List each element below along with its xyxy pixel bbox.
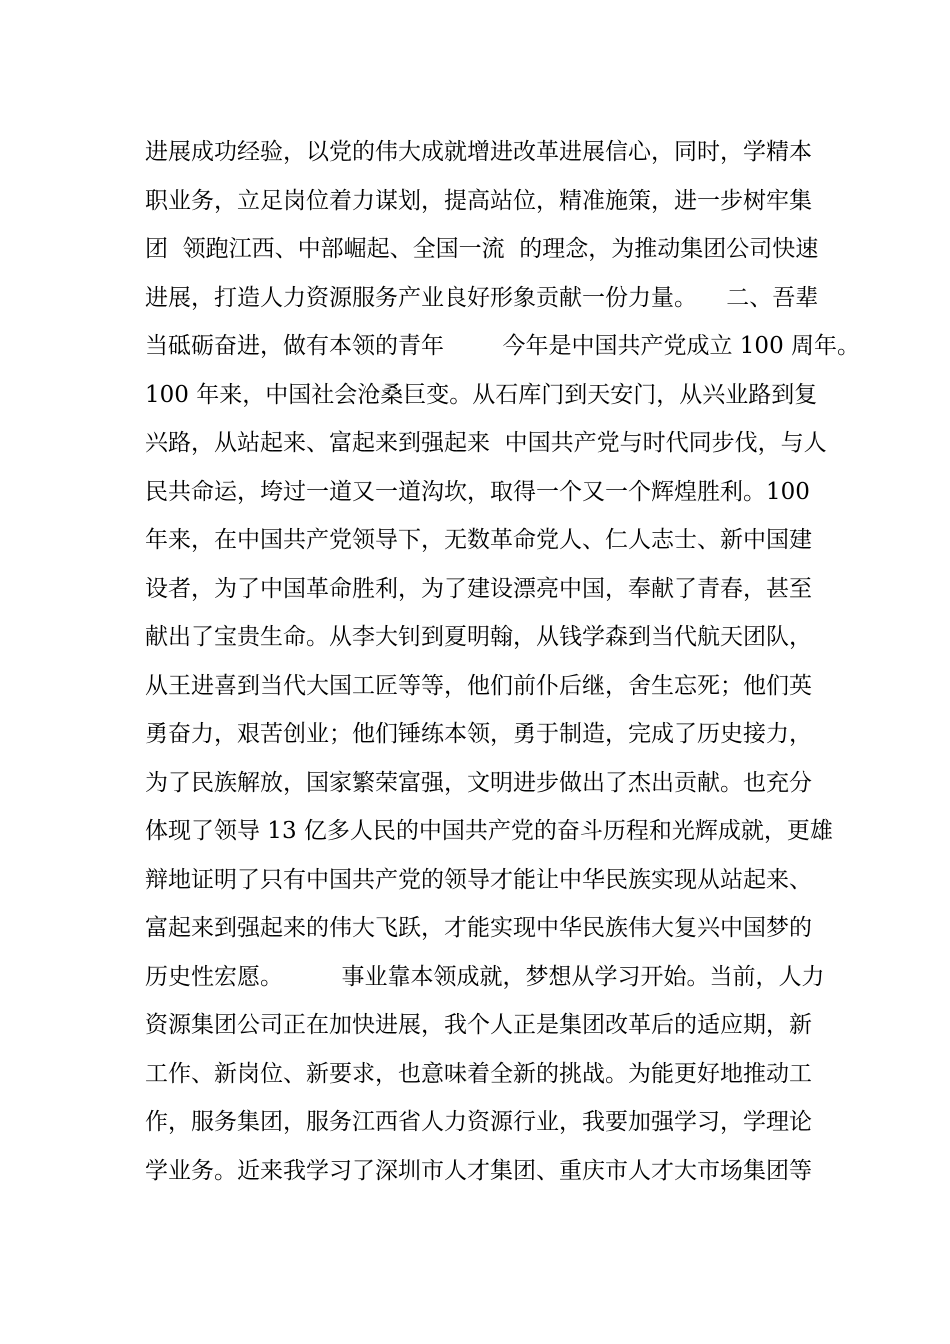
text-line: 献出了宝贵生命。从李大钊到夏明翰，从钱学森到当代航天团队， — [145, 624, 812, 650]
text-line: 从王进喜到当代大国工匠等等，他们前仆后继，舍生忘死；他们英 — [145, 672, 812, 699]
text-line: 体现了领导 13 亿多人民的中国共产党的奋斗历程和光辉成就，更雄 — [145, 818, 833, 844]
body-text — [145, 128, 861, 1195]
text-line: 富起来到强起来的伟大飞跃，才能实现中华民族伟大复兴中国梦的 — [145, 915, 812, 941]
text-line: 年来，在中国共产党领导下，无数革命党人、仁人志士、新中国建 — [145, 527, 812, 553]
text-line: 当砥砺奋进，做有本领的青年 今年是中国共产党成立 100 周年。 — [145, 333, 861, 359]
text-line: 工作、新岗位、新要求，也意味着全新的挑战。为能更好地推动工 — [145, 1060, 812, 1087]
text-line: 进展，打造人力资源服务产业良好形象贡献一份力量。 二、吾辈 — [145, 284, 819, 311]
text-line: 兴路，从站起来、富起来到强起来 中国共产党与时代同步伐，与人 — [145, 430, 827, 456]
text-line: 为了民族解放，国家繁荣富强，文明进步做出了杰出贡献。也充分 — [145, 769, 812, 796]
text-line: 作，服务集团，服务江西省人力资源行业，我要加强学习，学理论 — [145, 1109, 812, 1135]
text-line: 100 年来，中国社会沧桑巨变。从石库门到天安门，从兴业路到复 — [145, 381, 818, 408]
text-line: 历史性宏愿。 事业靠本领成就，梦想从学习开始。当前，人力 — [145, 963, 825, 990]
text-line: 辩地证明了只有中国共产党的领导才能让中华民族实现从站起来、 — [145, 866, 812, 893]
text-line: 学业务。近来我学习了深圳市人才集团、重庆市人才大市场集团等 — [145, 1157, 812, 1184]
text-line: 进展成功经验，以党的伟大成就增进改革进展信心，同时，学精本 — [145, 139, 812, 165]
text-line: 勇奋力，艰苦创业；他们锤练本领，勇于制造，完成了历史接力， — [145, 721, 812, 747]
text-line: 团 领跑江西、中部崛起、全国一流 的理念，为推动集团公司快速 — [145, 236, 819, 262]
text-line: 资源集团公司正在加快进展，我个人正是集团改革后的适应期，新 — [145, 1012, 812, 1038]
text-line: 民共命运，垮过一道又一道沟坎，取得一个又一个辉煌胜利。100 — [145, 478, 810, 505]
text-line: 职业务，立足岗位着力谋划，提高站位，精准施策，进一步树牢集 — [145, 187, 812, 214]
text-line: 设者，为了中国革命胜利，为了建设漂亮中国，奉献了青春，甚至 — [145, 575, 812, 602]
